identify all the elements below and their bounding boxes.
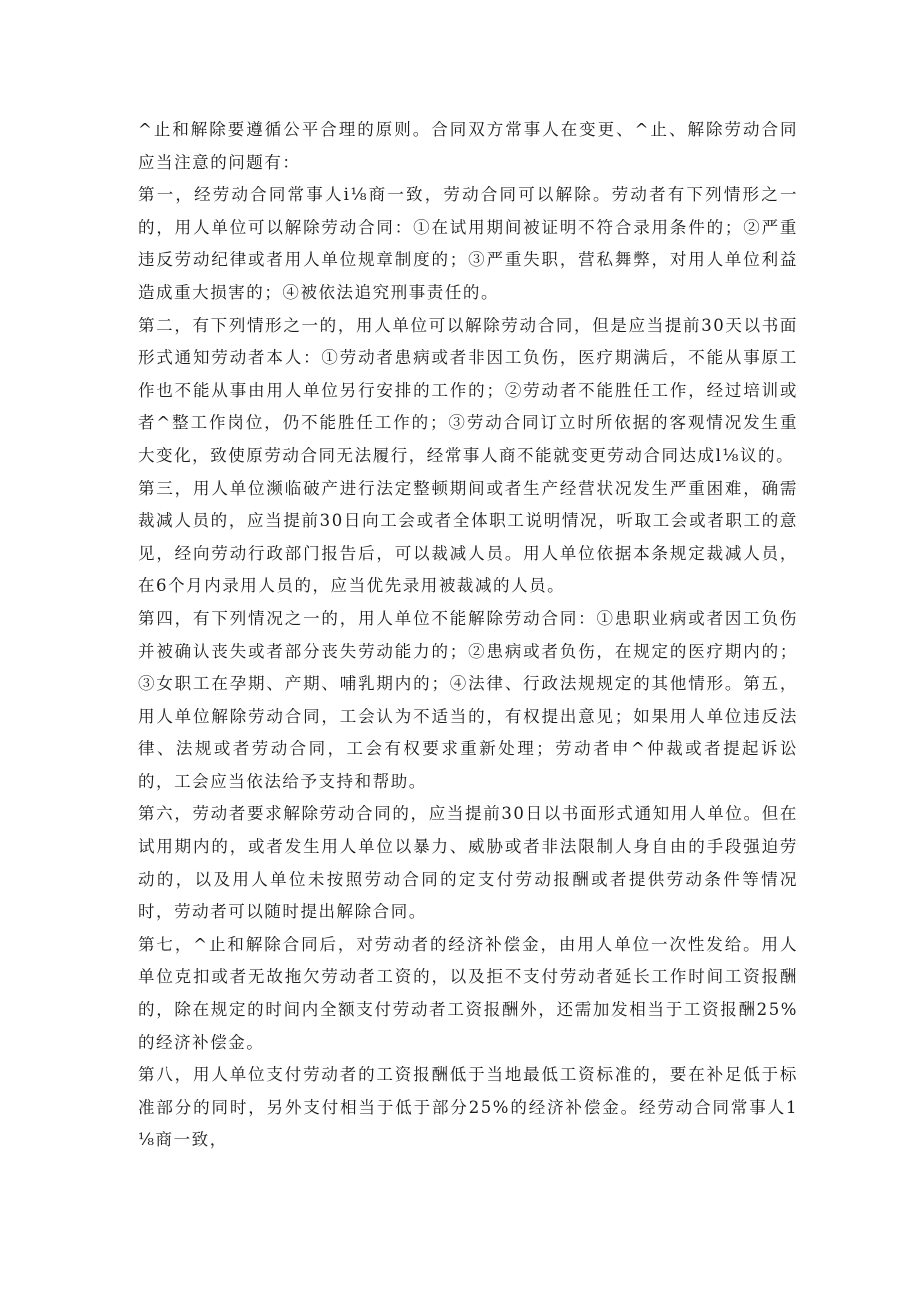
paragraph-article-1: 第一，经劳动合同常事人i⅛商一致，劳动合同可以解除。劳动者有下列情形之一的，用人单位可以解除劳动合同：①在试用期间被证明不符合录用条件的；②严重违反劳动纪律或者用人单位规章制度的；③严重失职，营私舞弊，对用人单位利益造成重大损害的；④被依法追究刑事责任的。 — [138, 185, 798, 302]
paragraph-article-6: 第六，劳动者要求解除劳动合同的，应当提前30日以书面形式通知用人单位。但在试用期内的，或者发生用人单位以暴力、威胁或者非法限制人身自由的手段强迫劳动的，以及用人单位未按照劳动合同的定支付劳动报酬或者提供劳动条件等情况时，劳动者可以随时提出解除合同。 — [138, 804, 798, 922]
paragraph-intro: ^止和解除要遵循公平合理的原则。合同双方常事人在变更、^止、解除劳动合同应当注意的问题有： — [138, 120, 798, 172]
document-page — [138, 114, 798, 1157]
paragraph-article-8: 第八，用人单位支付劳动者的工资报酬低于当地最低工资标准的，要在补足低于标准部分的同时，另外支付相当于低于部分25%的经济补偿金。经劳动合同常事人1⅛商一致， — [138, 1065, 798, 1150]
paragraph-article-3: 第三，用人单位濒临破产进行法定整顿期间或者生产经营状况发生严重困难，确需裁减人员的，应当提前30日向工会或者全体职工说明情况，听取工会或者职工的意见，经向劳动行政部门报告后，可以裁减人员。用人单位依据本条规定裁减人员，在6个月内录用人员的，应当优先录用被裁减的人员。 — [138, 478, 798, 596]
paragraph-article-7: 第七，^止和解除合同后，对劳动者的经济补偿金，由用人单位一次性发给。用人单位克扣或者无故拖欠劳动者工资的，以及拒不支付劳动者延长工作时间工资报酬的，除在规定的时间内全额支付劳动者工资报酬外，还需加发相当于工资报酬25%的经济补偿金。 — [138, 934, 798, 1052]
paragraph-article-2: 第二，有下列情形之一的，用人单位可以解除劳动合同，但是应当提前30天以书面形式通知劳动者本人：①劳动者患病或者非因工负伤，医疗期满后，不能从事原工作也不能从事由用人单位另行安排的工作的；②劳动者不能胜任工作，经过培训或者^整工作岗位，仍不能胜任工作的；③劳动合同订立时所依据的客观情况发生重大变化，致使原劳动合同无法履行，经常事人商不能就变更劳动合同达成l⅛议的。 — [138, 315, 798, 465]
paragraph-article-4-5: 第四，有下列情况之一的，用人单位不能解除劳动合同：①患职业病或者因工负伤并被确认丧失或者部分丧失劳动能力的；②患病或者负伤，在规定的医疗期内的；③女职工在孕期、产期、哺乳期内的；④法律、行政法规规定的其他情形。第五，用人单位解除劳动合同，工会认为不适当的，有权提出意见；如果用人单位违反法律、法规或者劳动合同，工会有权要求重新处理；劳动者申^仲裁或者提起诉讼的，工会应当依法给予支持和帮助。 — [138, 608, 798, 791]
